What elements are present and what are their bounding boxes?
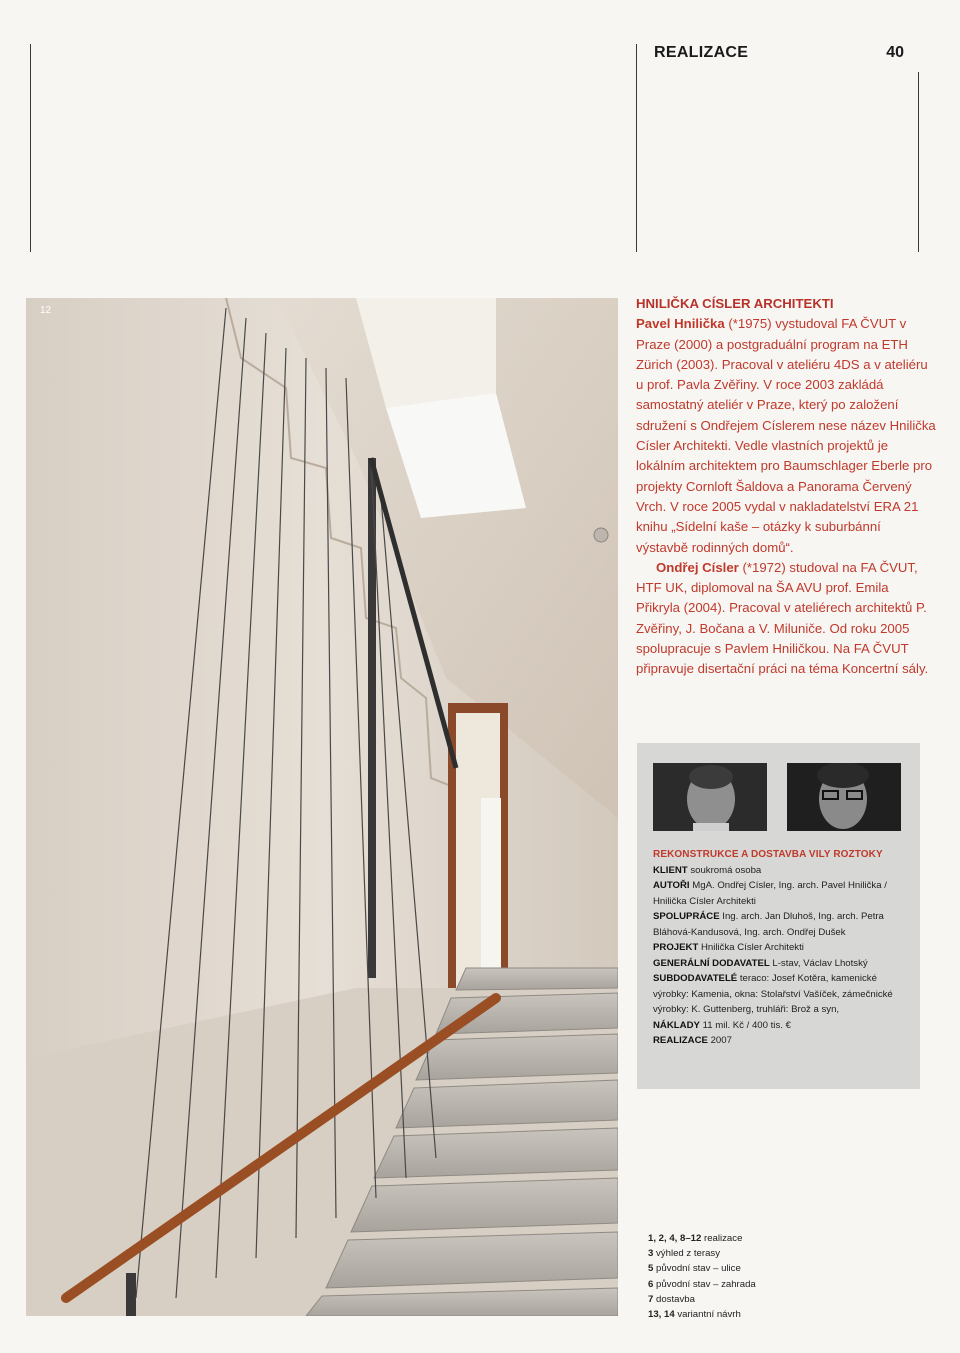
caption-item: 13, 14 variantní návrh bbox=[648, 1309, 741, 1321]
bio-name-hnilicka: Pavel Hnilička bbox=[636, 316, 725, 332]
bio-paragraph-cisler bbox=[636, 558, 936, 680]
architect-bio bbox=[636, 294, 936, 680]
credits-title: REKONSTRUKCE A DOSTAVBA VILY ROZTOKY bbox=[653, 849, 883, 860]
bio-name-cisler: Ondřej Císler bbox=[656, 559, 739, 575]
project-credits-box bbox=[637, 743, 920, 1089]
credit-row: PROJEKT Hnilička Císler Architekti bbox=[653, 942, 804, 953]
frame-line-left bbox=[30, 44, 31, 252]
credit-row: SUBDODAVATELÉ teraco: Josef Kotěra, kamenické výrobky: Kamenia, okna: Stolařství Vašíček, zámečnické výrobky: K. Guttenberg, truhláři: Brož a syn, bbox=[653, 973, 893, 1015]
caption-item: 3 výhled z terasy bbox=[648, 1248, 720, 1260]
credit-row: REALIZACE 2007 bbox=[653, 1035, 732, 1046]
bio-paragraph-hnilicka bbox=[636, 314, 936, 558]
credit-row: SPOLUPRÁCE Ing. arch. Jan Dluhoš, Ing. arch. Petra Bláhová-Kandusová, Ing. arch. Ondřej Dušek bbox=[653, 911, 884, 938]
page-number: 40 bbox=[886, 44, 904, 61]
bio-heading: HNILIČKA CÍSLER ARCHITEKTI bbox=[636, 296, 834, 311]
photo-number: 12 bbox=[40, 305, 52, 316]
caption-item: 6 původní stav – zahrada bbox=[648, 1278, 756, 1290]
bio-text-cisler: (*1972) studoval na FA ČVUT, HTF UK, diplomoval na ŠA AVU prof. Emila Přikryla (2004). Pracoval v ateliérech architektů P. Zvěřiny, J. Bočana a V. Miluniče. Od roku 2005 spolupracuje s Pavlem Hniličkou. Na FA ČVUT připravuje disertační práci na téma Koncertní sály. bbox=[636, 559, 929, 677]
staircase-photo bbox=[26, 298, 618, 1316]
bio-text-hnilicka: (*1975) vystudoval FA ČVUT v Praze (2000) a postgraduální program na ETH Zürich (2003). Pracoval v ateliéru 4DS a v ateliéru u prof. Pavla Zvěřiny. V roce 2003 zakládá samostatný ateliér v Praze, který po založení sdružení s Ondřejem Císlerem nese název Hnilička Císler Architekti. Vedle vlastních projektů je lokálním architektem pro Baumschlager Eberle pro projekty Cornloft Šaldova a Panorama Červený Vrch. V roce 2005 vydal v nakladatelství ERA 21 knihu „Sídelní kaše – otázky k suburbánní výstavbě rodinných domů“. bbox=[636, 316, 936, 555]
credit-row: GENERÁLNÍ DODAVATEL L-stav, Václav Lhotský bbox=[653, 957, 868, 969]
credits-list bbox=[653, 847, 913, 1049]
portrait-hnilicka bbox=[653, 763, 767, 831]
frame-line-right bbox=[918, 72, 919, 252]
portrait-cisler bbox=[787, 763, 901, 831]
caption-item: 7 dostavba bbox=[648, 1293, 695, 1305]
credit-row: AUTOŘI MgA. Ondřej Císler, Ing. arch. Pavel Hnilička / Hnilička Císler Architekti bbox=[653, 880, 887, 907]
credit-row: NÁKLADY 11 mil. Kč / 400 tis. € bbox=[653, 1019, 791, 1031]
credit-row: KLIENT soukromá osoba bbox=[653, 864, 762, 876]
caption-item: 1, 2, 4, 8–12 realizace bbox=[648, 1233, 743, 1244]
frame-line-center bbox=[636, 44, 637, 252]
section-title: REALIZACE bbox=[654, 44, 749, 61]
caption-item: 5 původní stav – ulice bbox=[648, 1263, 741, 1275]
image-captions bbox=[648, 1231, 908, 1322]
